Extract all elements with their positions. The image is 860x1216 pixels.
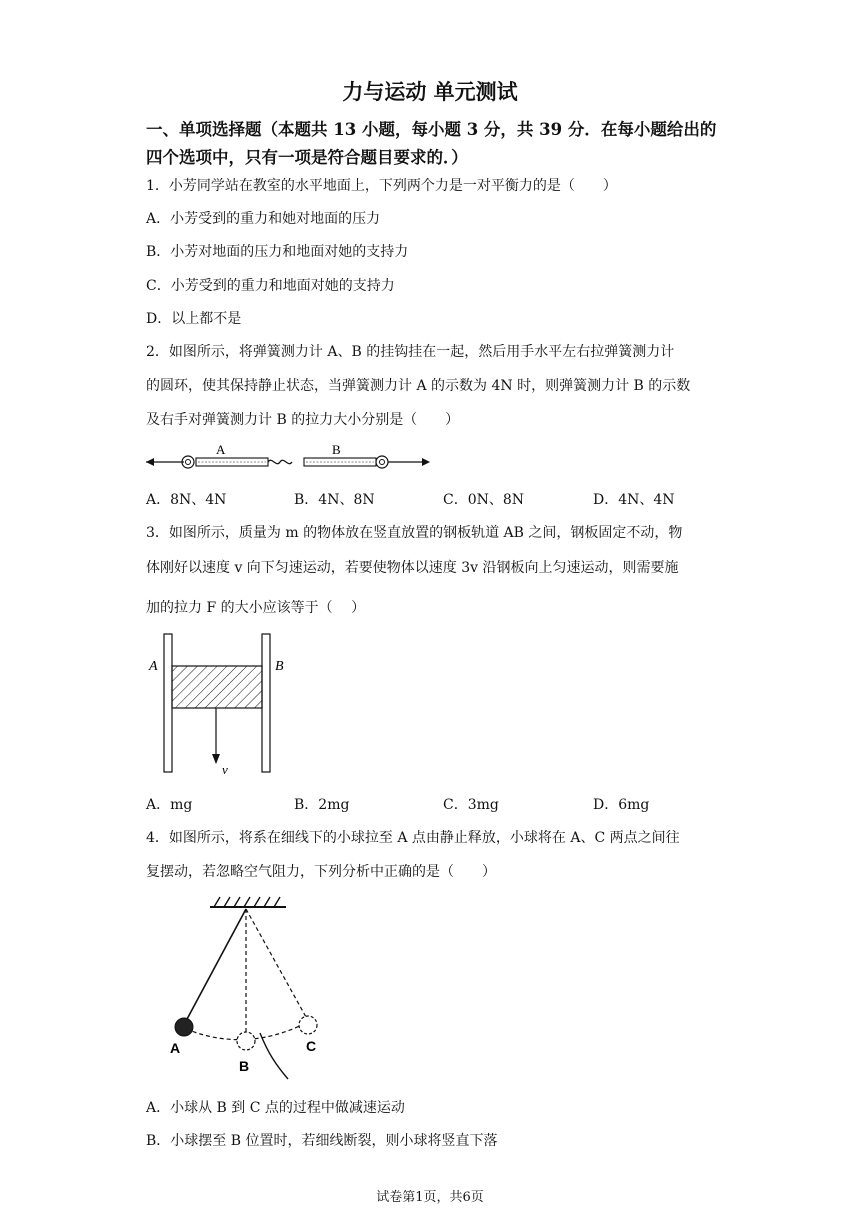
page-footer: 试卷第1页，共6页 bbox=[376, 1190, 484, 1205]
q3-option-d: D．6mg bbox=[593, 797, 650, 813]
steel-rail-figure bbox=[144, 630, 294, 780]
q1-stem: 1．小芳同学站在教室的水平地面上，下列两个力是一对平衡力的是（ ） bbox=[146, 178, 617, 194]
q2-stem-line1: 2．如图所示，将弹簧测力计 A、B 的挂钩挂在一起，然后用手水平左右拉弹簧测力计 bbox=[146, 344, 675, 360]
q2-stem-line3: 及右手对弹簧测力计 B 的拉力大小分别是（ ） bbox=[146, 412, 460, 428]
q4-option-a: A．小球从 B 到 C 点的过程中做减速运动 bbox=[146, 1100, 405, 1116]
q3-option-c: C．3mg bbox=[443, 797, 499, 813]
q2-option-a: A．8N、4N bbox=[146, 492, 227, 508]
fig-q3-label-b: B bbox=[275, 659, 284, 674]
q1-option-a: A．小芳受到的重力和她对地面的压力 bbox=[146, 211, 381, 227]
q1-option-c: C．小芳受到的重力和地面对她的支持力 bbox=[146, 278, 395, 294]
q3-stem-line3: 加的拉力 F 的大小应该等于（ ） bbox=[146, 600, 366, 616]
fig-q4-label-b: B bbox=[239, 1058, 250, 1074]
section-heading-line2: 四个选项中，只有一项是符合题目要求的．） bbox=[146, 148, 468, 167]
fig-q2-label-b: B bbox=[332, 442, 341, 457]
q4-stem-line2: 复摆动，若忽略空气阻力，下列分析中正确的是（ ） bbox=[146, 864, 496, 880]
spring-scales-figure bbox=[144, 440, 434, 476]
page-title: 力与运动 单元测试 bbox=[342, 79, 518, 104]
q2-option-b: B．4N、8N bbox=[294, 492, 375, 508]
fig-q2-label-a: A bbox=[216, 442, 226, 457]
fig-q4-label-a: A bbox=[170, 1040, 181, 1056]
q3-option-b: B．2mg bbox=[294, 797, 350, 813]
fig-q4-label-c: C bbox=[306, 1038, 317, 1054]
fig-q3-label-a: A bbox=[149, 659, 158, 674]
q1-option-b: B．小芳对地面的压力和地面对她的支持力 bbox=[146, 244, 409, 260]
fig-q3-label-v: v bbox=[222, 762, 228, 777]
q3-stem-line2: 体刚好以速度 v 向下匀速运动，若要使物体以速度 3v 沿钢板向上匀速运动，则需要施 bbox=[146, 560, 679, 576]
q1-option-d: D．以上都不是 bbox=[146, 311, 242, 327]
section-heading-line1: 一、单项选择题（本题共 13 小题，每小题 3 分，共 39 分．在每小题给出的 bbox=[146, 120, 717, 139]
q2-option-c: C．0N、8N bbox=[443, 492, 525, 508]
q2-option-d: D．4N、4N bbox=[593, 492, 675, 508]
q2-stem-line2: 的圆环，使其保持静止状态，当弹簧测力计 A 的示数为 4N 时，则弹簧测力计 B 的示数 bbox=[146, 378, 691, 394]
q4-option-b: B．小球摆至 B 位置时，若细线断裂，则小球将竖直下落 bbox=[146, 1133, 498, 1149]
pendulum-figure bbox=[164, 893, 334, 1083]
q3-option-a: A．mg bbox=[146, 797, 193, 813]
q4-stem-line1: 4．如图所示，将系在细线下的小球拉至 A 点由静止释放，小球将在 A、C 两点之间往 bbox=[146, 830, 680, 846]
q3-stem-line1: 3．如图所示，质量为 m 的物体放在竖直放置的钢板轨道 AB 之间，钢板固定不动，物 bbox=[146, 525, 683, 541]
